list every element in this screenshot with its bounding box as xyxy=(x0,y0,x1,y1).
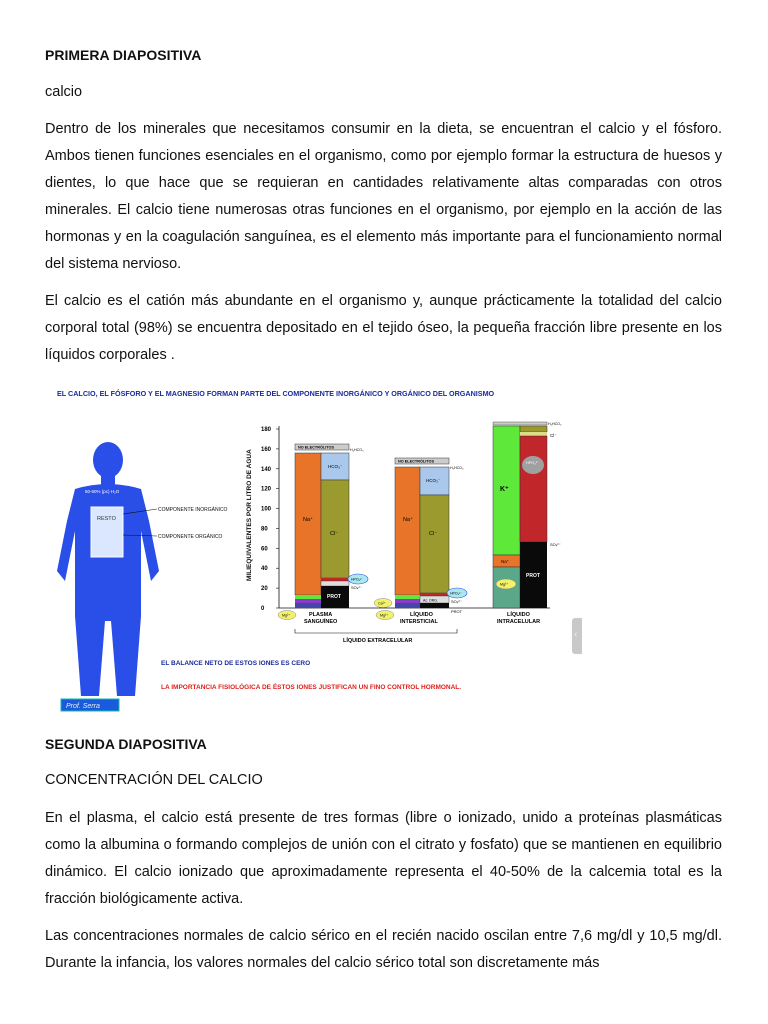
plasma-hco3-label: HCO₃⁻ xyxy=(328,464,343,469)
inorganic-label: COMPONENTE INORGÁNICO xyxy=(158,507,228,513)
plasma-column xyxy=(278,444,368,625)
interstitial-so4-label: SO₄²⁻ xyxy=(451,599,462,604)
interstitial-na-bar xyxy=(395,467,420,595)
plasma-so4-label: SO₄²⁻ xyxy=(351,585,362,590)
y-tick-label: 100 xyxy=(261,506,272,513)
y-tick-label: 120 xyxy=(261,486,272,493)
y-tick-label: 60 xyxy=(261,546,268,553)
y-tick-label: 140 xyxy=(261,466,272,473)
interstitial-ca-label: Ca²⁺ xyxy=(378,601,386,606)
y-tick-label: 0 xyxy=(261,606,265,612)
plasma-cl-bar xyxy=(321,480,349,578)
interstitial-cl-bar xyxy=(420,495,449,593)
figure-title: EL CALCIO, EL FÓSFORO Y EL MAGNESIO FORMAN PARTE DEL COMPONENTE INORGÁNICO Y ORGÁNICO DEL ORGANISMO xyxy=(57,389,495,398)
slide1-paragraph-2: El calcio es el catión más abundante en el organismo y, aunque prácticamente la totalidad del calcio corporal total (98%) se encuentra depositado en el tejido óseo, la pequeña fracción libre presente en los líquidos corporales . xyxy=(45,293,722,363)
plasma-na-label: Na⁺ xyxy=(303,517,313,523)
intracellular-prot-label: PROT xyxy=(526,573,540,579)
body-water-label: 50-60% (pc) H₂O xyxy=(85,489,120,494)
interstitial-hpo4-label: HPO₄²⁻ xyxy=(450,591,463,596)
slide1-paragraph-1: Dentro de los minerales que necesitamos consumir en la dieta, se encuentran el calcio y el fósforo. Ambos tienen funciones esenciales en el organismo, como por ejemplo formar la estructura de huesos y dientes, lo que hace que se requieran en cantidades relativamente altas comparadas con otros minerales. El calcio tiene numerosas otras funciones en el organismo, por ejemplo en la acción de las hormonas y en la coagulación sanguínea, es el elemento más importante para el funcionamiento normal del sistema nervioso. xyxy=(45,121,722,272)
slide2-subtitle: CONCENTRACIÓN DEL CALCIO xyxy=(45,772,263,788)
carousel-next-tab[interactable]: ‹ xyxy=(572,618,582,654)
slide-image xyxy=(45,381,583,715)
y-tick-label: 20 xyxy=(261,586,268,593)
importance-note: LA IMPORTANCIA FISIOLÓGICA DE ÉSTOS IONES JUSTIFICAN UN FINO CONTROL HORMONAL. xyxy=(161,684,462,691)
interstitial-hco3-label: HCO₃⁻ xyxy=(426,478,441,483)
y-tick-label: 40 xyxy=(261,566,268,573)
interstitial-prot-label: PROT xyxy=(451,609,463,614)
y-tick-label: 160 xyxy=(261,446,272,453)
intracellular-cl-label: Cl⁻ xyxy=(550,433,557,438)
plasma-cat-label: PLASMA xyxy=(309,612,333,618)
plasma-cl-label: Cl⁻ xyxy=(330,531,339,537)
interstitial-column xyxy=(374,458,467,625)
plasma-na-bar xyxy=(295,453,321,595)
slide1-subtitle: calcio xyxy=(45,84,83,100)
y-axis-ticks xyxy=(261,427,279,612)
y-tick-label: 180 xyxy=(261,427,272,433)
intracellular-mg-label: Mg²⁺ xyxy=(500,582,509,587)
interstitial-cat-label-2: INTERSTICIAL xyxy=(400,619,438,625)
interstitial-h2co3-label: H₂HCO₃ xyxy=(450,466,464,470)
resto-label: RESTO xyxy=(97,516,116,522)
plasma-mg-label: Mg²⁺ xyxy=(282,613,291,618)
plasma-prot-label: PROT xyxy=(327,594,341,600)
human-body-icon xyxy=(57,442,159,696)
balance-note: EL BALANCE NETO DE ESTOS IONES ES CERO xyxy=(161,660,311,667)
slide2-paragraph-1: En el plasma, el calcio está presente de tres formas (libre o ionizado, unido a proteínas plasmáticas como la albumina o formando complejos de unión con el citrato y fosfato) que se mantienen en equilibrio dinámico. El calcio ionizado que aproximadamente representa el 40-50% de la calcemia total es la fracción biológicamente activa. xyxy=(45,810,722,907)
intracellular-so4-label: SO₄²⁻ xyxy=(550,542,561,547)
slide2-heading: SEGUNDA DIAPOSITIVA xyxy=(45,736,207,752)
plasma-hpo4-label: HPO₄²⁻ xyxy=(351,577,364,582)
intracellular-na-label: Na⁺ xyxy=(501,559,510,564)
intracellular-k-label: K⁺ xyxy=(500,486,509,493)
author-badge: Prof. Serra xyxy=(66,703,100,710)
no-electrolitos-2: NO ELECTRÓLITOS xyxy=(398,459,435,464)
intracellular-column xyxy=(493,422,562,625)
intracellular-cat-label: LÍQUIDO xyxy=(507,612,530,618)
no-electrolitos-1: NO ELECTRÓLITOS xyxy=(298,445,335,450)
extracellular-label: LÍQUIDO EXTRACELULAR xyxy=(343,638,413,644)
interstitial-cat-label: LÍQUIDO xyxy=(410,612,433,618)
y-tick-label: 80 xyxy=(261,526,268,533)
organic-label: COMPONENTE ORGÁNICO xyxy=(158,534,223,540)
intracellular-cat-label-2: INTRACELULAR xyxy=(497,619,541,625)
interstitial-cl-label: Cl⁻ xyxy=(429,531,438,537)
resto-box xyxy=(91,507,123,557)
plasma-cat-label-2: SANGUÍNEO xyxy=(304,619,338,625)
intracellular-hpo4-bar xyxy=(520,436,547,542)
interstitial-acorg-label: Ac. ORG. xyxy=(423,598,438,603)
y-axis-label: MILIEQUIVALENTES POR LITRO DE AGUA xyxy=(246,449,253,581)
slide2-paragraph-2: Las concentraciones normales de calcio sérico en el recién nacido oscilan entre 7,6 mg/dl y 10,5 mg/dl. Durante la infancia, los valores normales del calcio sérico total son discretamente más xyxy=(45,928,722,971)
interstitial-mg-label: Mg²⁺ xyxy=(380,613,389,618)
plasma-h2co3-label: H₂HCO₃ xyxy=(350,448,364,452)
slide1-heading: PRIMERA DIAPOSITIVA xyxy=(45,47,202,63)
interstitial-na-label: Na⁺ xyxy=(403,517,413,523)
intracellular-hpo4-label: HPO₄²⁻ xyxy=(526,461,540,465)
intracellular-h2co3-label: H₂HCO₃ xyxy=(548,422,562,426)
